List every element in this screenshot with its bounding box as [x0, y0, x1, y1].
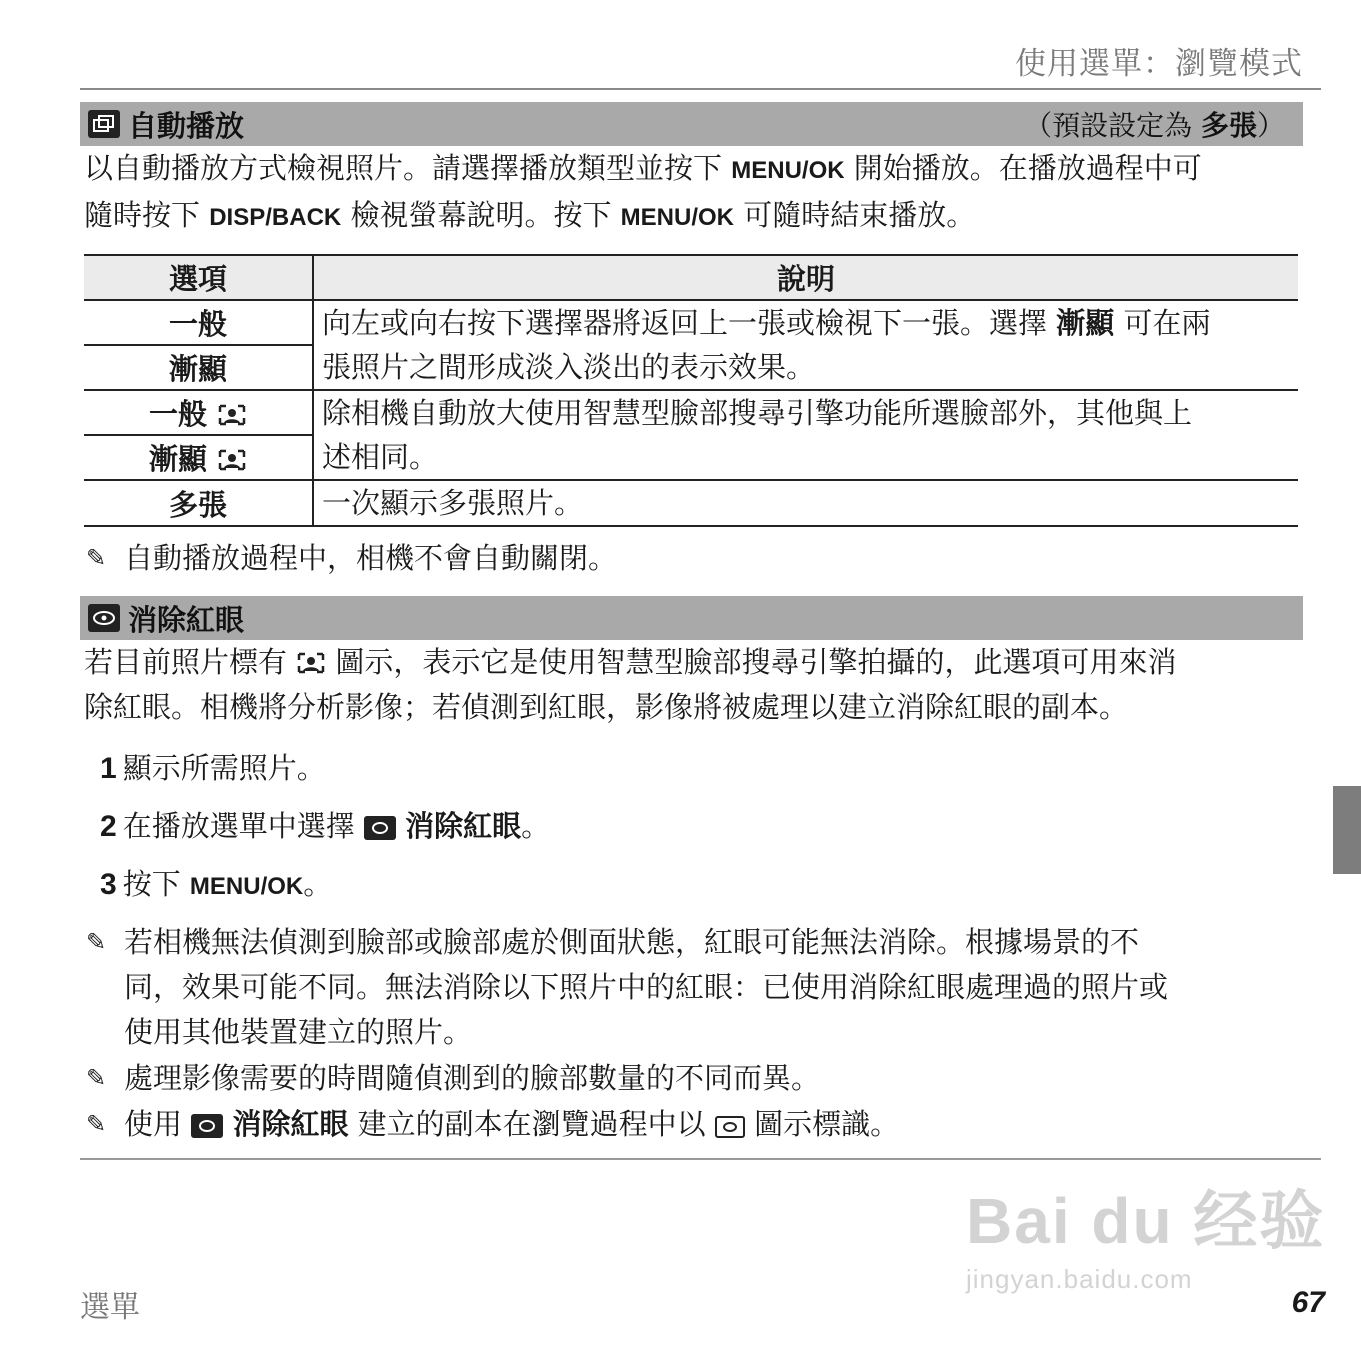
note-pencil-icon: ✎: [86, 1110, 107, 1138]
redeye-note-3: ✎ 使用 消除紅眼 建立的副本在瀏覽過程中以 圖示標識。: [84, 1102, 1291, 1147]
table-row: 漸顯: [84, 345, 1298, 390]
red-eye-icon: [88, 604, 120, 632]
table-row: 一般 向左或向右按下選擇器將返回上一張或檢視下一張。選擇 漸顯 可在兩 張照片之間形成淡入淡出的表示效果。: [84, 300, 1298, 345]
slideshow-description: 以自動播放方式檢視照片。請選擇播放類型並按下 MENU/OK 開始播放。在播放過程中可 隨時按下 DISP/BACK 檢視螢幕說明。按下 MENU/OK 可隨時結束播放。: [84, 151, 1202, 232]
face-detection-icon: [217, 448, 247, 472]
redeye-description: 若目前照片標有 圖示，表示它是使用智慧型臉部搜尋引擎拍攝的，此選項可用來消 除紅眼。相機將分析影像；若偵測到紅眼，影像將被處理以建立消除紅眼的副本。: [84, 645, 1177, 724]
section-bar-slideshow: [80, 102, 1303, 146]
step-3: 3 按下 MENU/OK。: [100, 867, 333, 901]
note-pencil-icon: ✎: [86, 1064, 107, 1092]
page-number: 67: [1291, 1286, 1325, 1319]
section-title-redeye: 消除紅眼: [128, 602, 245, 637]
redeye-note-1: ✎ 若相機無法偵測到臉部或臉部處於側面狀態，紅眼可能無法消除。根據場景的不 同，效果可能不同。無法消除以下照片中的紅眼：已使用消除紅眼處理過的照片或 使用其他裝置建立的照片。: [84, 920, 1291, 1055]
table-row: 漸顯: [84, 435, 1298, 480]
face-detection-icon: [296, 651, 326, 675]
page-header-title: 使用選單：瀏覽模式: [1015, 46, 1303, 82]
note-pencil-icon: ✎: [86, 544, 107, 572]
section-bar-redeye: [80, 596, 1303, 640]
note-pencil-icon: ✎: [86, 928, 107, 956]
red-eye-icon: [364, 816, 396, 840]
footer-divider: [80, 1158, 1321, 1160]
table-row: 一般 除相機自動放大使用智慧型臉部搜尋引擎功能所選臉部外，其他與上 述相同。: [84, 390, 1298, 435]
red-eye-icon: [191, 1114, 223, 1138]
table-header-description: 說明: [313, 255, 1298, 300]
header-divider: [80, 88, 1321, 90]
face-detection-icon: [217, 403, 247, 427]
redeye-note-2: ✎ 處理影像需要的時間隨偵測到的臉部數量的不同而異。: [84, 1056, 1291, 1101]
step-2: 2 在播放選單中選擇 消除紅眼。: [100, 809, 551, 843]
red-eye-copy-icon: [715, 1116, 745, 1138]
table-header-option: 選項: [84, 255, 313, 300]
chapter-side-tab: [1333, 786, 1361, 874]
slideshow-options-table: [84, 254, 1298, 527]
slideshow-note: ✎ 自動播放過程中，相機不會自動關閉。: [84, 536, 1291, 581]
section-title-slideshow: 自動播放: [128, 108, 245, 143]
footer-section-label: 選單: [80, 1290, 140, 1325]
watermark: Bai du 经验 jingyan.baidu.com: [966, 1185, 1326, 1294]
table-row: 多張 一次顯示多張照片。: [84, 480, 1298, 526]
default-setting-note: （預設設定為 多張）: [1024, 109, 1285, 142]
slideshow-icon: [88, 110, 120, 138]
step-1: 1 顯示所需照片。: [100, 751, 326, 785]
